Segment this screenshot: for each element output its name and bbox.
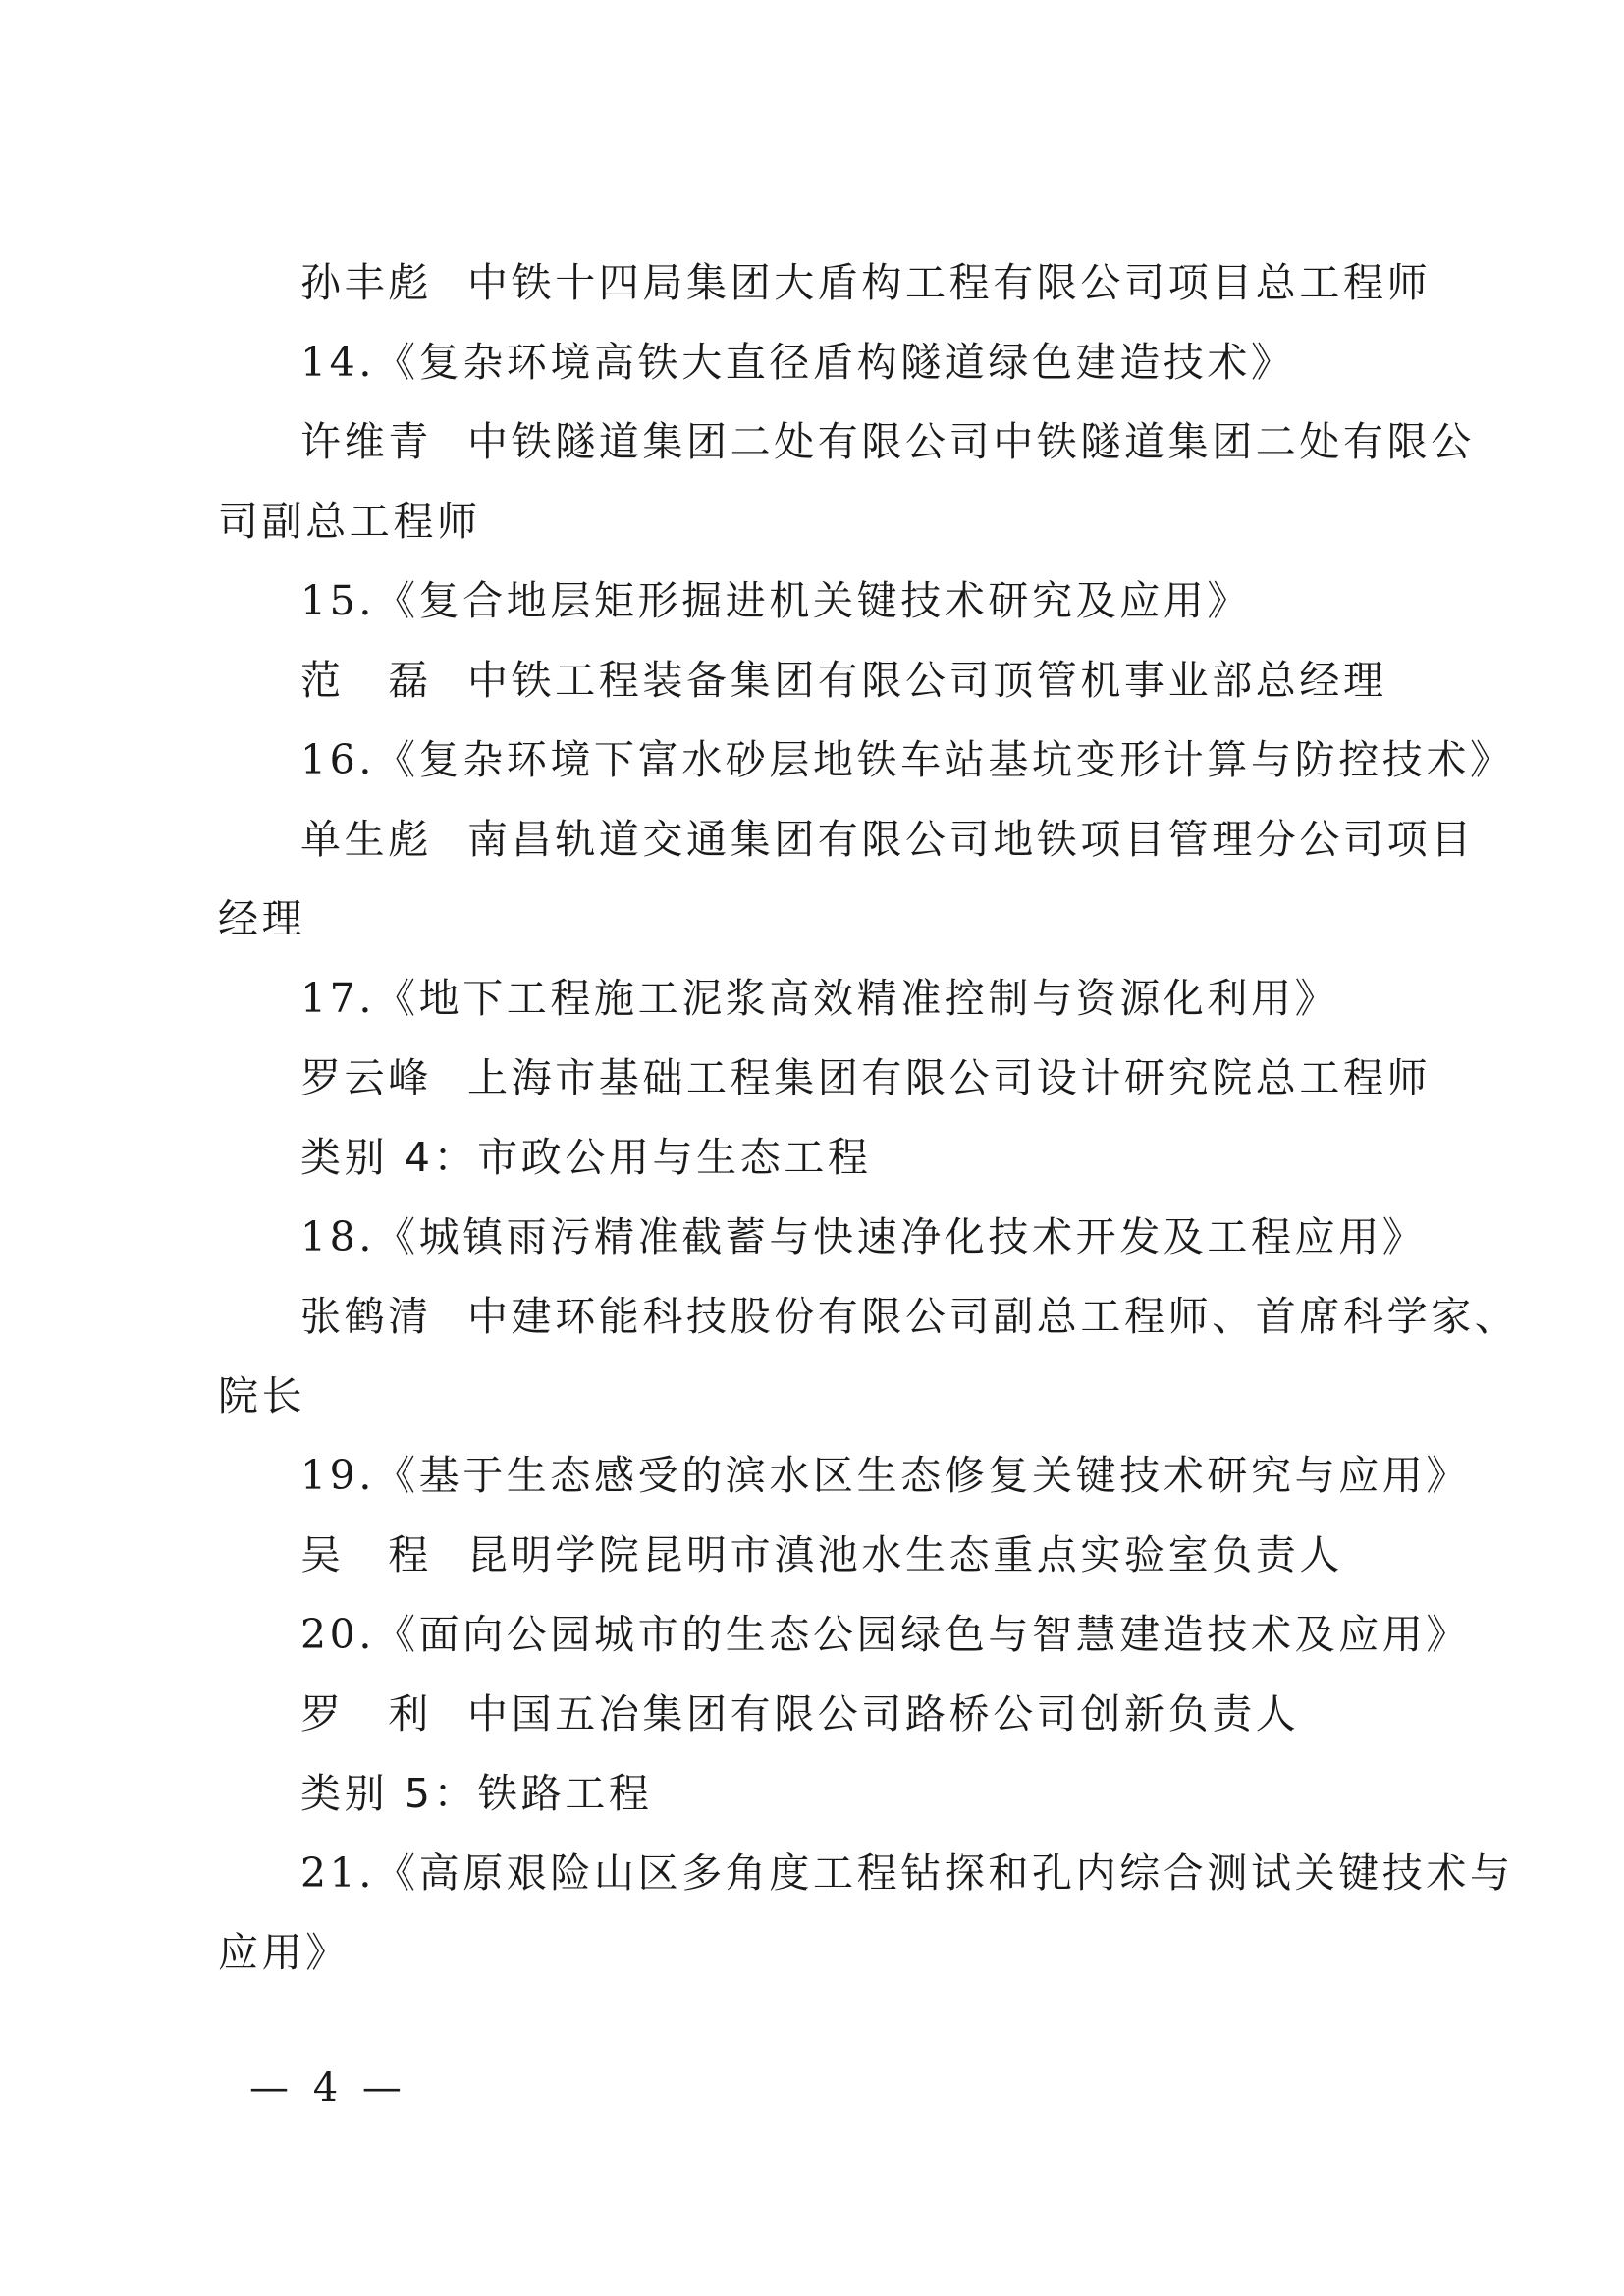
project-title: 14.《复杂环境高铁大直径盾构隧道绿色建造技术》 — [300, 339, 1295, 386]
awardee-name: 罗云峰 — [300, 1054, 432, 1101]
awardee-line — [300, 1531, 1343, 1578]
awardee-name: 单生彪 — [300, 816, 432, 863]
awardee-affiliation: 中铁隧道集团二处有限公司中铁隧道集团二处有限公 — [467, 418, 1475, 465]
continuation-line: 经理 — [218, 895, 306, 942]
project-title: 21.《高原艰险山区多角度工程钻探和孔内综合测试关键技术与 — [300, 1849, 1514, 1896]
awardee-line — [300, 1690, 1300, 1737]
awardee-name: 许维青 — [300, 418, 432, 465]
category-heading: 类别 5：铁路工程 — [300, 1770, 653, 1817]
continuation-line: 应用》 — [218, 1929, 350, 1976]
awardee-name: 吴 程 — [300, 1531, 432, 1578]
awardee-line — [300, 816, 1475, 863]
awardee-name: 罗 利 — [300, 1690, 432, 1737]
awardee-affiliation: 中国五冶集团有限公司路桥公司创新负责人 — [467, 1690, 1300, 1737]
project-title: 20.《面向公园城市的生态公园绿色与智慧建造技术及应用》 — [300, 1611, 1471, 1658]
project-title: 15.《复合地层矩形掘进机关键技术研究及应用》 — [300, 577, 1252, 624]
awardee-line — [300, 418, 1475, 465]
awardee-name: 张鹤清 — [300, 1293, 432, 1340]
awardee-affiliation: 中铁十四局集团大盾构工程有限公司项目总工程师 — [467, 259, 1432, 306]
awardee-affiliation: 南昌轨道交通集团有限公司地铁项目管理分公司项目 — [467, 816, 1475, 863]
category-heading: 类别 4：市政公用与生态工程 — [300, 1134, 872, 1181]
awardee-line — [300, 259, 1432, 306]
continuation-line: 司副总工程师 — [218, 498, 481, 545]
project-title: 16.《复杂环境下富水砂层地铁车站基坑变形计算与防控技术》 — [300, 736, 1514, 783]
awardee-line — [300, 1293, 1519, 1340]
awardee-line — [300, 657, 1387, 704]
continuation-line: 院长 — [218, 1372, 306, 1419]
page-number: — 4 — — [249, 2065, 407, 2110]
project-title: 18.《城镇雨污精准截蓄与快速净化技术开发及工程应用》 — [300, 1213, 1427, 1260]
awardee-line — [300, 1054, 1432, 1101]
awardee-name: 范 磊 — [300, 657, 432, 704]
awardee-affiliation: 上海市基础工程集团有限公司设计研究院总工程师 — [467, 1054, 1432, 1101]
project-title: 17.《地下工程施工泥浆高效精准控制与资源化利用》 — [300, 975, 1339, 1022]
awardee-name: 孙丰彪 — [300, 259, 432, 306]
awardee-affiliation: 中铁工程装备集团有限公司顶管机事业部总经理 — [467, 657, 1387, 704]
project-title: 19.《基于生态感受的滨水区生态修复关键技术研究与应用》 — [300, 1452, 1471, 1499]
awardee-affiliation: 中建环能科技股份有限公司副总工程师、首席科学家、 — [467, 1293, 1519, 1340]
awardee-affiliation: 昆明学院昆明市滇池水生态重点实验室负责人 — [467, 1531, 1343, 1578]
